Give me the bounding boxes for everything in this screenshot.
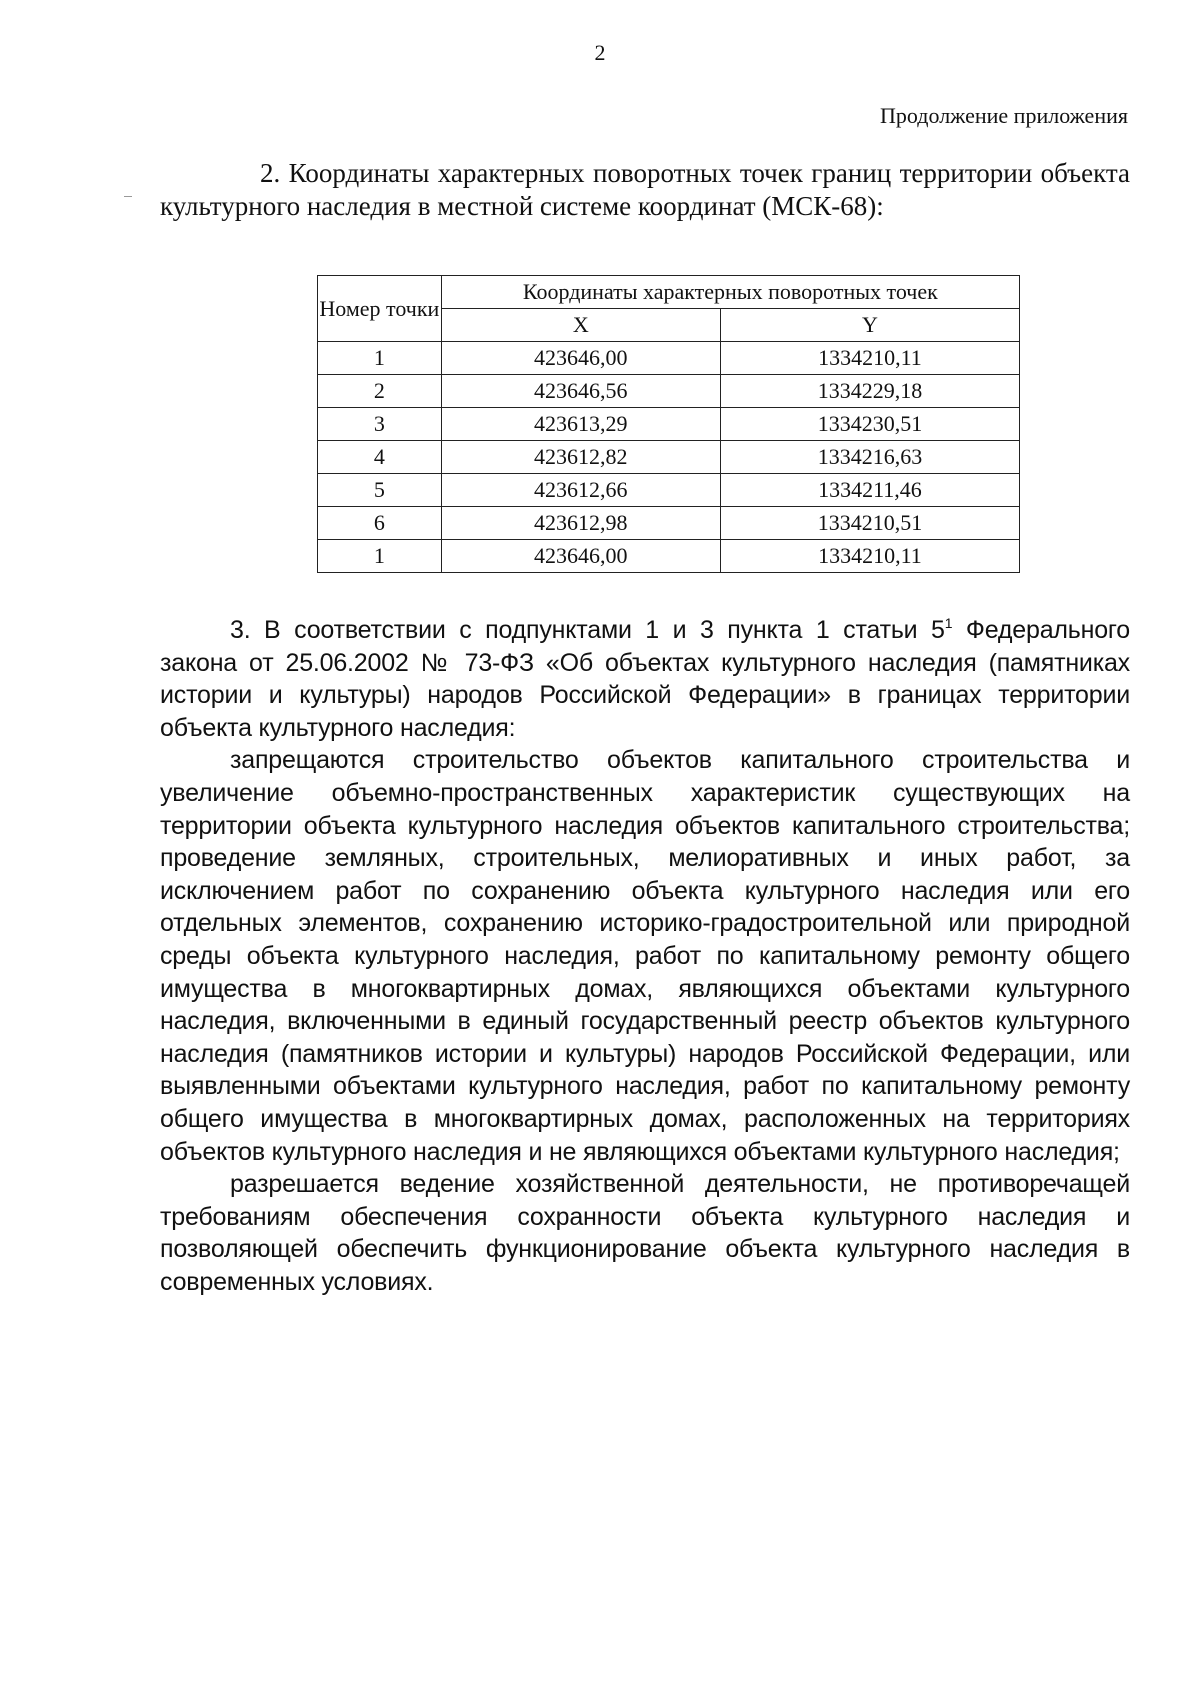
table-row	[318, 540, 1020, 573]
cell-y: 1334229,18	[720, 375, 1019, 408]
intro-text-end: Федерального закона от 25.06.2002 № 73-ФЗ «Об объектах культурного наследия (памятниках истории и культуры) народов Российской Федерации» в границах территории объекта культурного наследия:	[160, 616, 1130, 742]
cell-y: 1334210,11	[720, 540, 1019, 573]
section-2-paragraph: 2. Координаты характерных поворотных точек границ территории объекта культурного наследия в местной системе координат (МСК-68):	[160, 158, 1130, 221]
intro-text-start: 3. В соответствии с подпунктами 1 и 3 пункта 1 статьи 5	[230, 616, 945, 644]
cell-y: 1334230,51	[720, 408, 1019, 441]
table-row	[318, 507, 1020, 540]
table-row	[318, 441, 1020, 474]
table-row	[318, 474, 1020, 507]
table-row	[318, 408, 1020, 441]
cell-point: 3	[318, 408, 442, 441]
cell-y: 1334216,63	[720, 441, 1019, 474]
prohibitions-paragraph: запрещаются строительство объектов капитального строительства и увеличение объемно-пространственных характеристик существующих на территории объекта культурного наследия объектов капитального строительства; проведение земляных, строительных, мелиоративных и иных работ, за исключением работ по сохранению объекта культурного наследия или его отдельных элементов, сохранению историко-градостроительной или природной среды объекта культурного наследия, работ по капитальному ремонту общего имущества в многоквартирных домах, являющихся объектами культурного наследия, включенными в единый государственный реестр объектов культурного наследия (памятников истории и культуры) народов Российской Федерации, или выявленными объектами культурного наследия, работ по капитальному ремонту общего имущества в многоквартирных домах, расположенных на территориях объектов культурного наследия и не являющихся объектами культурного наследия;	[160, 746, 1130, 1166]
header-point-number: Номер точки	[318, 276, 442, 342]
scan-artifact	[124, 196, 132, 197]
cell-point: 6	[318, 507, 442, 540]
cell-point: 5	[318, 474, 442, 507]
cell-x: 423613,29	[441, 408, 720, 441]
continuation-label: Продолжение приложения	[880, 103, 1128, 128]
header-y: Y	[720, 309, 1019, 342]
header-coordinates: Координаты характерных поворотных точек	[441, 276, 1019, 309]
permissions-paragraph: разрешается ведение хозяйственной деятельности, не противоречащей требованиям обеспечения сохранности объекта культурного наследия и позволяющей обеспечить функционирование объекта культурного наследия в современных условиях.	[160, 1170, 1130, 1296]
cell-point: 4	[318, 441, 442, 474]
cell-x: 423612,98	[441, 507, 720, 540]
cell-y: 1334210,11	[720, 342, 1019, 375]
section-3-intro-paragraph	[160, 614, 1130, 744]
page-number: 2	[594, 40, 606, 65]
cell-point: 1	[318, 342, 442, 375]
cell-x: 423646,00	[441, 342, 720, 375]
cell-x: 423612,66	[441, 474, 720, 507]
cell-point: 2	[318, 375, 442, 408]
cell-point: 1	[318, 540, 442, 573]
table-row	[318, 375, 1020, 408]
coordinates-table	[317, 275, 1020, 573]
cell-y: 1334210,51	[720, 507, 1019, 540]
article-superscript: 1	[944, 615, 953, 631]
cell-x: 423646,56	[441, 375, 720, 408]
cell-x: 423612,82	[441, 441, 720, 474]
table-header-row	[318, 276, 1020, 309]
cell-y: 1334211,46	[720, 474, 1019, 507]
table-row	[318, 342, 1020, 375]
header-x: X	[441, 309, 720, 342]
cell-x: 423646,00	[441, 540, 720, 573]
section-3	[160, 614, 1130, 1298]
